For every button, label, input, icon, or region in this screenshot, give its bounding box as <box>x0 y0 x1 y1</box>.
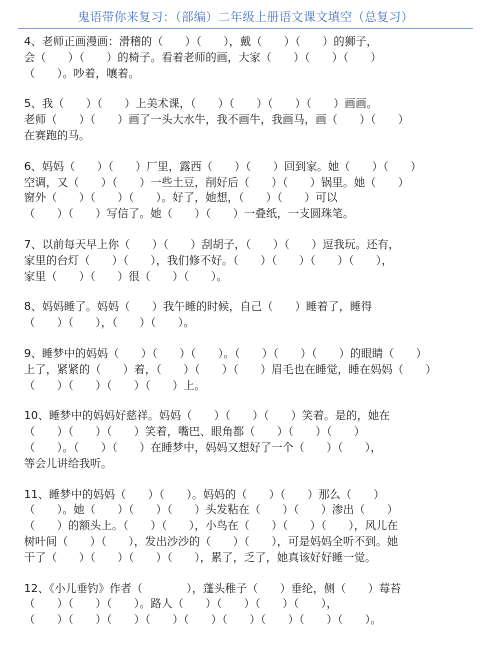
exercise-line: （ ）（ ），（ ）（ ）。 <box>24 316 195 330</box>
exercise-line: （ ）的额头上。（ ）（ ），小鸟在（ ）（ ）（ ），风儿在 <box>24 519 398 533</box>
exercise-line: （ ）（ ）（ ）（ ）上。 <box>24 378 206 392</box>
exercise-line: 空调，又（ ）（ ）一些土豆，削好后（ ）（ ）锅里。她（ ） <box>24 175 409 189</box>
exercise-line: 11、睡梦中的妈妈（ ）（ ）。妈妈的（ ）（ ）那么（ ） <box>24 487 385 501</box>
exercise-line: 上了，紧紧的（ ）着，（ ）（ ）（ ）眉毛也在睡觉，睡在妈妈（ ） <box>24 362 437 376</box>
exercise-line: 树叶间（ ）（ ），发出沙沙的（ ）（ ），可是妈妈全听不到。她 <box>24 534 398 548</box>
exercise-line: 6、妈妈（ ）（ ）厂里，露西（ ）（ ）回到家。她（ ）（ ） <box>24 159 422 173</box>
exercise-line: 会（ ）（ ）的椅子。看着老师的画，大家（ ）（ ）（ ） <box>24 50 382 64</box>
page-title: 鬼语带你来复习：（部编）二年级上册语文课文填空（总复习） <box>77 10 414 24</box>
exercise-line: 4、老师正画漫画：滑稽的（ ）（ ），戴（ ）（ ）的狮子， <box>24 35 378 48</box>
exercise-list <box>24 34 475 643</box>
exercise-line: （ ）。她（ ）（ ）（ ）头发粘在（ ）（ ）渗出（ ） <box>24 503 398 517</box>
exercise-line: （ ）。吵着，嚷着。 <box>24 66 140 80</box>
exercise-line: 等会儿讲给我听。 <box>24 456 112 470</box>
exercise-line: （ ）。（ ）（ ）在睡梦中，妈妈又想好了一个（ ）（ ）， <box>24 440 382 454</box>
exercise-item-10 <box>24 408 475 471</box>
exercise-line: （ ）（ ）（ ）笑着，嘴巴、眼角都（ ）（ ）（ ） <box>24 425 365 439</box>
exercise-item-6 <box>24 159 475 222</box>
exercise-line: 家里（ ）（ ）很（ ）（ ）。 <box>24 269 228 283</box>
exercise-item-11 <box>24 487 475 566</box>
exercise-line: 8、妈妈睡了。妈妈（ ）我午睡的时候，自己（ ）睡着了，睡得 <box>24 300 372 314</box>
page-header <box>0 0 491 30</box>
exercise-line: 家里的台灯（ ）（ ），我们修不好。（ ）（ ）（ ）（ ）， <box>24 253 393 267</box>
exercise-line: 窗外（ ）（ ）（ ）。好了，她想，（ ）（ ）可以 <box>24 191 338 205</box>
exercise-line: 5、我（ ）（ ）上美术课，（ ）（ ）（ ）（ ）画画。 <box>24 97 378 111</box>
exercise-item-8 <box>24 299 475 331</box>
header-divider <box>18 28 473 29</box>
exercise-line: （ ）（ ）（ ）。路人（ ）（ ）（ ）（ ）， <box>24 597 338 611</box>
exercise-item-7 <box>24 237 475 284</box>
exercise-item-12 <box>24 581 475 628</box>
exercise-item-4 <box>24 34 475 81</box>
exercise-line: （ ）（ ）写信了。她（ ）（ ）一叠纸，一支圆珠笔。 <box>24 207 354 221</box>
exercise-line: 7、以前每天早上你（ ）（ ）刮胡子，（ ）（ ）逗我玩。还有， <box>24 237 400 251</box>
exercise-line: 在赛跑的马。 <box>24 128 90 142</box>
exercise-line: 干了（ ）（ ）（ ）（ ），累了，乏了，她真该好好睡一觉。 <box>24 550 376 564</box>
exercise-item-9 <box>24 346 475 393</box>
exercise-line: （ ）（ ）（ ）（ ）（ ）（ ）（ ）（ ）（ ）。 <box>24 613 382 627</box>
exercise-line: 12、《小儿垂钓》作者（ ），蓬头稚子（ ）垂纶，侧（ ）莓苔 <box>24 581 401 595</box>
exercise-item-5 <box>24 96 475 143</box>
exercise-line: 9、睡梦中的妈妈（ ）（ ）（ ）。（ ）（ ）（ ）的眼睛（ ） <box>24 346 427 360</box>
exercise-line: 10、睡梦中的妈妈好慈祥。妈妈（ ）（ ）（ ）笑着。是的，她在 <box>24 409 390 423</box>
exercise-line: 老师（ ）（ ）画了一头大水牛，我不画牛，我画马，画（ ）（ ） <box>24 113 409 127</box>
